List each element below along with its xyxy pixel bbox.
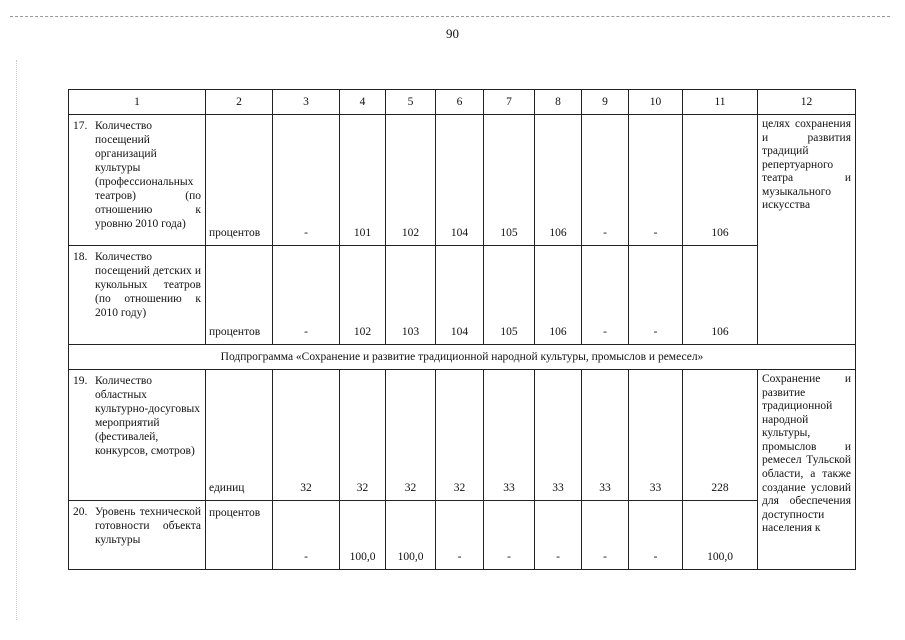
value-cell: 104 — [436, 246, 484, 345]
value-cell: 106 — [535, 115, 582, 246]
value-cell: - — [273, 246, 340, 345]
table-row — [69, 246, 856, 345]
column-header: 5 — [386, 90, 436, 115]
row-number: 17. — [73, 120, 88, 132]
value-cell: 228 — [683, 370, 758, 501]
value-cell: - — [484, 501, 535, 570]
indicator-name-cell — [69, 115, 206, 246]
value-cell: 32 — [273, 370, 340, 501]
value-cell: - — [629, 246, 683, 345]
value-cell: - — [582, 246, 629, 345]
value-cell: 32 — [340, 370, 386, 501]
value-cell: 100,0 — [340, 501, 386, 570]
column-header: 11 — [683, 90, 758, 115]
value-cell: 33 — [582, 370, 629, 501]
column-header: 3 — [273, 90, 340, 115]
value-cell: 106 — [683, 246, 758, 345]
value-cell: 104 — [436, 115, 484, 246]
unit-cell: процентов — [206, 246, 273, 345]
column-header: 2 — [206, 90, 273, 115]
value-cell: 106 — [535, 246, 582, 345]
value-cell: 106 — [683, 115, 758, 246]
subprogram-row — [69, 345, 856, 370]
value-cell: 100,0 — [386, 501, 436, 570]
table-row — [69, 370, 856, 501]
unit-cell: единиц — [206, 370, 273, 501]
column-header: 10 — [629, 90, 683, 115]
value-cell: 105 — [484, 115, 535, 246]
column-header: 1 — [69, 90, 206, 115]
scan-artifact-line — [10, 16, 890, 17]
value-cell: - — [582, 501, 629, 570]
indicators-table — [68, 89, 856, 570]
indicator-name: Количество посещений детских и кукольных театров (по отношению к 2010 году) — [95, 251, 201, 320]
indicator-name: Количество посещений организаций культуры (профессиональных театров) (по отношению к уровню 2010 года) — [95, 120, 201, 231]
header-row — [69, 90, 856, 115]
value-cell: - — [436, 501, 484, 570]
value-cell: 33 — [484, 370, 535, 501]
value-cell: 33 — [629, 370, 683, 501]
column-header: 8 — [535, 90, 582, 115]
indicator-name: Количество областных культурно-досуговых мероприятий (фестивалей, конкурсов, смотров) — [95, 375, 200, 458]
note-cell: Сохранение и развитие традиционной народной культуры, промыслов и ремесел Тульской области, а также создание условий для обеспечения доступности населения к — [758, 370, 856, 570]
value-cell: - — [629, 115, 683, 246]
value-cell: - — [273, 115, 340, 246]
row-number: 18. — [73, 251, 88, 263]
indicator-name-cell — [69, 246, 206, 345]
subprogram-title: Подпрограмма «Сохранение и развитие традиционной народной культуры, промыслов и ремесел» — [69, 345, 856, 370]
page-number: 90 — [446, 26, 459, 41]
value-cell: 32 — [436, 370, 484, 501]
column-header: 6 — [436, 90, 484, 115]
table-row — [69, 501, 856, 570]
value-cell: 105 — [484, 246, 535, 345]
value-cell: 33 — [535, 370, 582, 501]
column-header: 4 — [340, 90, 386, 115]
row-number: 19. — [73, 375, 88, 387]
unit-cell: процентов — [206, 115, 273, 246]
scan-margin-line — [16, 60, 17, 620]
unit-cell: процентов — [206, 501, 273, 570]
value-cell: - — [582, 115, 629, 246]
value-cell: - — [273, 501, 340, 570]
column-header: 12 — [758, 90, 856, 115]
value-cell: 101 — [340, 115, 386, 246]
row-number: 20. — [73, 506, 88, 518]
value-cell: 102 — [340, 246, 386, 345]
indicator-name-cell — [69, 370, 206, 501]
value-cell: 102 — [386, 115, 436, 246]
indicator-name-cell — [69, 501, 206, 570]
value-cell: 32 — [386, 370, 436, 501]
column-header: 7 — [484, 90, 535, 115]
note-cell: целях сохранения и развития традиций репертуарного театра и музыкального искусства — [758, 115, 856, 345]
indicator-name: Уровень технической готовности объекта культуры — [95, 506, 201, 547]
column-header: 9 — [582, 90, 629, 115]
value-cell: - — [535, 501, 582, 570]
value-cell: - — [629, 501, 683, 570]
value-cell: 103 — [386, 246, 436, 345]
value-cell: 100,0 — [683, 501, 758, 570]
table-row — [69, 115, 856, 246]
